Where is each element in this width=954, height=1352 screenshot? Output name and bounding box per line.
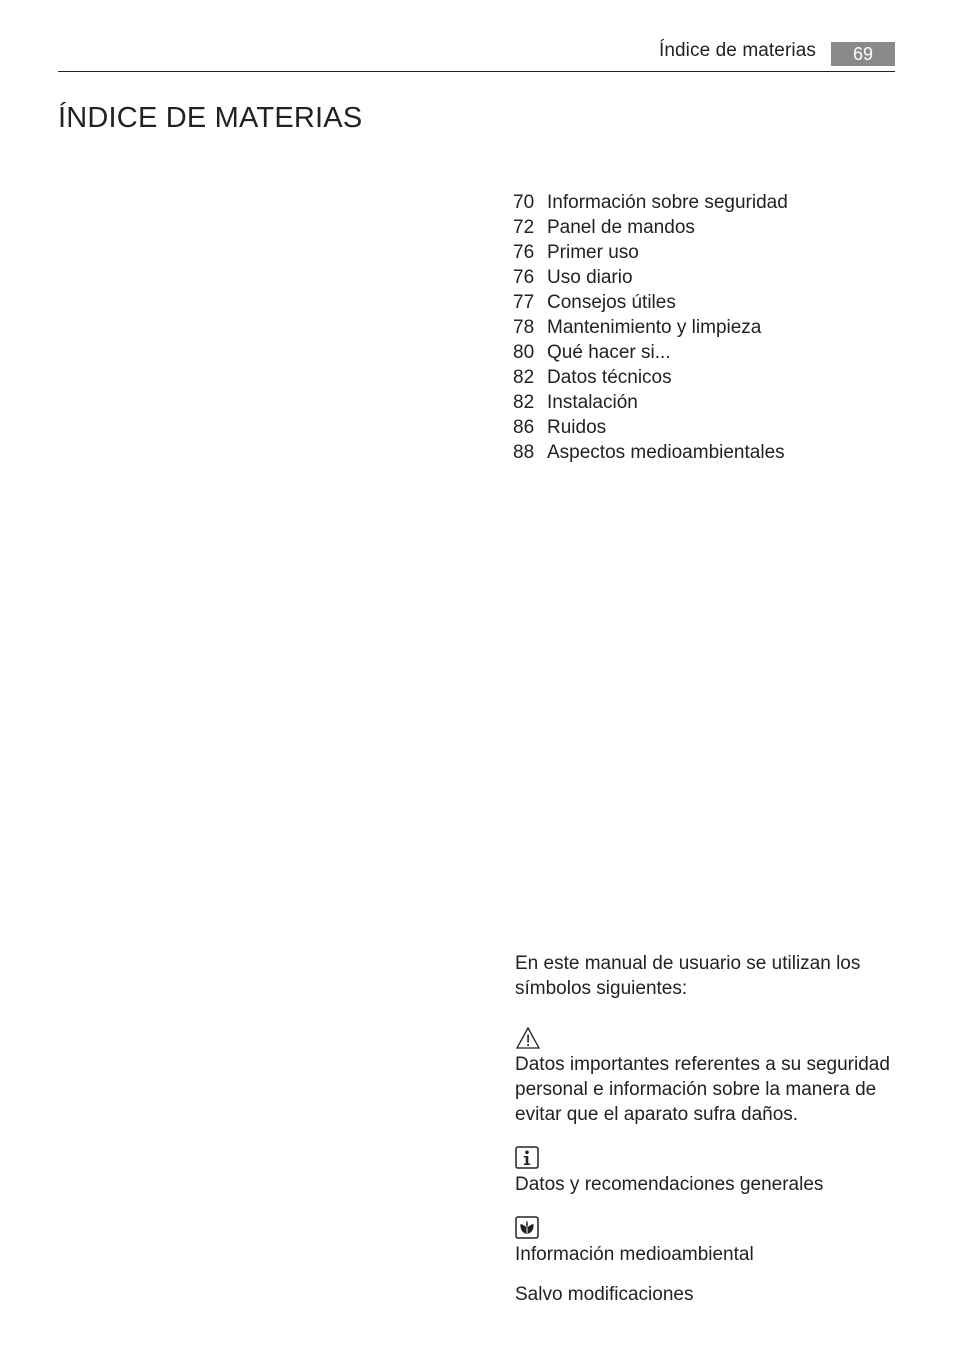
toc-label: Instalación	[547, 392, 638, 413]
environment-note	[515, 1216, 905, 1267]
toc-entry[interactable]	[513, 265, 788, 290]
toc-label: Datos técnicos	[547, 367, 672, 388]
toc-entry[interactable]	[513, 240, 788, 265]
warning-note	[515, 1026, 905, 1127]
header-divider	[58, 71, 895, 72]
toc-page-number: 82	[513, 367, 535, 388]
toc-label: Consejos útiles	[547, 292, 676, 313]
toc-page-number: 82	[513, 392, 535, 413]
info-note	[515, 1146, 905, 1197]
toc-label: Qué hacer si...	[547, 342, 671, 363]
warning-icon	[515, 1026, 541, 1050]
toc-page-number: 76	[513, 242, 535, 263]
toc-page-number: 80	[513, 342, 535, 363]
toc-entry[interactable]	[513, 440, 788, 465]
header-section-title: Índice de materias	[658, 40, 816, 61]
table-of-contents	[513, 190, 788, 465]
toc-label: Mantenimiento y limpieza	[547, 317, 762, 338]
toc-label: Panel de mandos	[547, 217, 695, 238]
toc-entry[interactable]	[513, 215, 788, 240]
environment-icon	[515, 1216, 539, 1240]
toc-entry[interactable]	[513, 365, 788, 390]
page-number-badge: 69	[831, 42, 895, 66]
symbols-intro: En este manual de usuario se utilizan los símbolos siguientes:	[515, 953, 861, 999]
toc-entry[interactable]	[513, 340, 788, 365]
environment-text: Información medioambiental	[515, 1244, 754, 1265]
toc-entry[interactable]	[513, 390, 788, 415]
toc-label: Información sobre seguridad	[547, 192, 788, 213]
warning-text: Datos importantes referentes a su seguridad personal e información sobre la manera de evitar que el aparato sufra daños.	[515, 1054, 890, 1125]
toc-entry[interactable]	[513, 315, 788, 340]
symbols-legend	[515, 951, 905, 1307]
info-icon	[515, 1146, 539, 1170]
toc-entry[interactable]	[513, 190, 788, 215]
info-text: Datos y recomendaciones generales	[515, 1174, 824, 1195]
toc-page-number: 72	[513, 217, 535, 238]
toc-page-number: 77	[513, 292, 535, 313]
toc-page-number: 88	[513, 442, 535, 463]
toc-page-number: 70	[513, 192, 535, 213]
toc-label: Primer uso	[547, 242, 639, 263]
toc-page-number: 78	[513, 317, 535, 338]
toc-page-number: 86	[513, 417, 535, 438]
toc-label: Uso diario	[547, 267, 633, 288]
toc-label: Ruidos	[547, 417, 607, 438]
toc-label: Aspectos medioambientales	[547, 442, 785, 463]
toc-entry[interactable]	[513, 290, 788, 315]
page-title: ÍNDICE DE MATERIAS	[58, 102, 363, 134]
footer-note: Salvo modificaciones	[515, 1284, 694, 1305]
toc-entry[interactable]	[513, 415, 788, 440]
toc-page-number: 76	[513, 267, 535, 288]
